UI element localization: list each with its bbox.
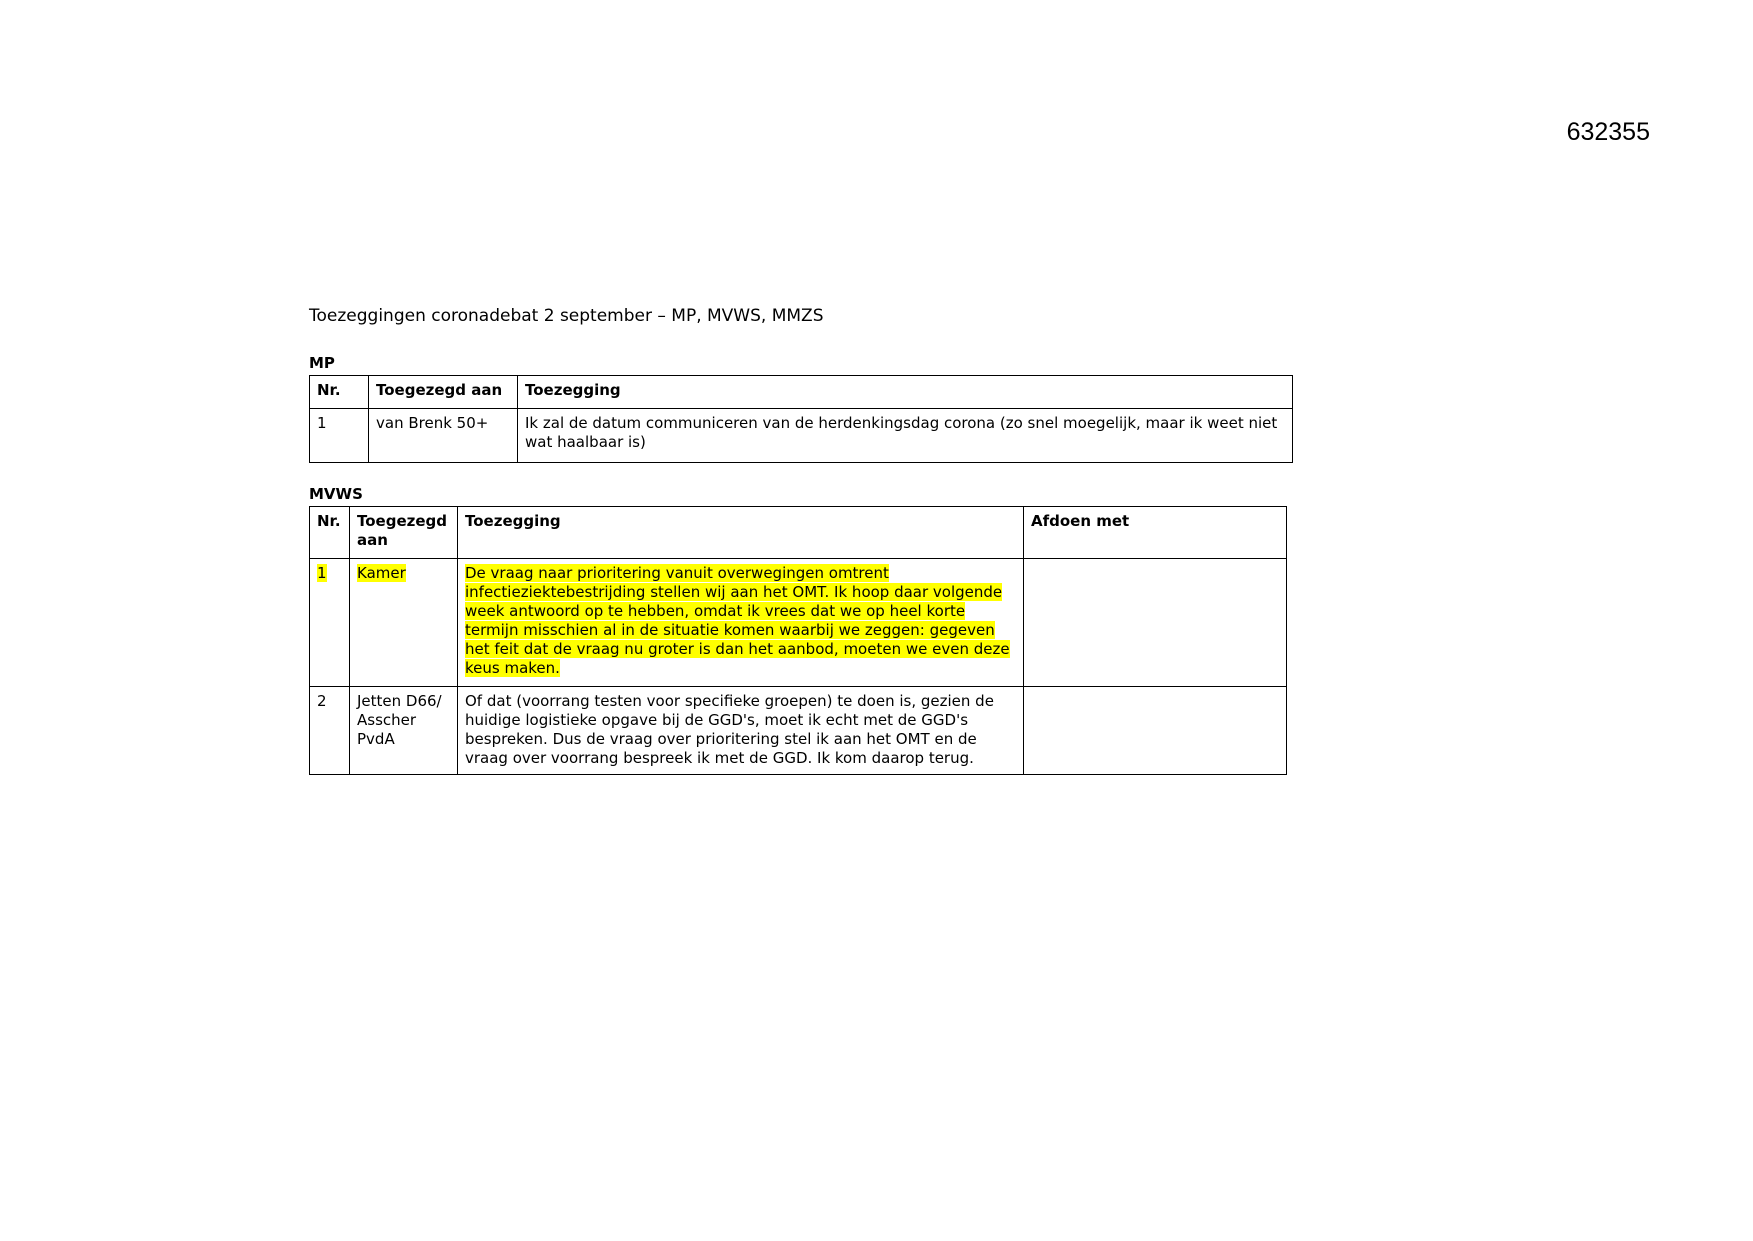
cell-toezegging: Ik zal de datum communiceren van de herdenkingsdag corona (zo snel moegelijk, maar ik weet niet wat haalbaar is) <box>518 409 1293 463</box>
mp-commitments-table <box>309 375 1293 463</box>
column-header-toezegging: Toezegging <box>458 507 1024 559</box>
table-row <box>310 409 1293 463</box>
column-header-toegezegd-aan: Toegezegd aan <box>369 376 518 409</box>
document-number: 632355 <box>1566 118 1650 146</box>
table-row <box>310 559 1287 687</box>
cell-toezegging <box>458 559 1024 687</box>
cell-nr: 1 <box>310 409 369 463</box>
cell-nr: 2 <box>310 687 350 775</box>
highlighted-text: De vraag naar prioritering vanuit overwegingen omtrent infectieziektebestrijding stellen wij aan het OMT. Ik hoop daar volgende week antwoord op te hebben, omdat ik vrees dat we op heel korte termijn misschien al in de situatie komen waarbij we zeggen: gegeven het feit dat de vraag nu groter is dan het aanbod, moeten we even deze keus maken. <box>465 564 1010 677</box>
column-header-nr: Nr. <box>310 376 369 409</box>
highlighted-text: Kamer <box>357 564 406 582</box>
cell-toezegging: Of dat (voorrang testen voor specifieke groepen) te doen is, gezien de huidige logistieke opgave bij de GGD's, moet ik echt met de GGD's bespreken. Dus de vraag over prioritering stel ik aan het OMT en de vraag over voorrang bespreek ik met de GGD. Ik kom daarop terug. <box>458 687 1024 775</box>
table-header-row <box>310 376 1293 409</box>
cell-toegezegd-aan <box>350 559 458 687</box>
cell-toegezegd-aan: Jetten D66/ Asscher PvdA <box>350 687 458 775</box>
column-header-afdoen-met: Afdoen met <box>1024 507 1287 559</box>
section-heading-mp: MP <box>309 354 335 372</box>
document-title: Toezeggingen coronadebat 2 september – MP, MVWS, MMZS <box>309 306 824 326</box>
table-row <box>310 687 1287 775</box>
cell-nr <box>310 559 350 687</box>
table-header-row <box>310 507 1287 559</box>
cell-afdoen-met <box>1024 559 1287 687</box>
mvws-commitments-table <box>309 506 1287 775</box>
section-heading-mvws: MVWS <box>309 485 363 503</box>
column-header-toezegging: Toezegging <box>518 376 1293 409</box>
column-header-nr: Nr. <box>310 507 350 559</box>
cell-afdoen-met <box>1024 687 1287 775</box>
cell-toegezegd-aan: van Brenk 50+ <box>369 409 518 463</box>
highlighted-text: 1 <box>317 564 327 582</box>
column-header-toegezegd-aan: Toegezegd aan <box>350 507 458 559</box>
